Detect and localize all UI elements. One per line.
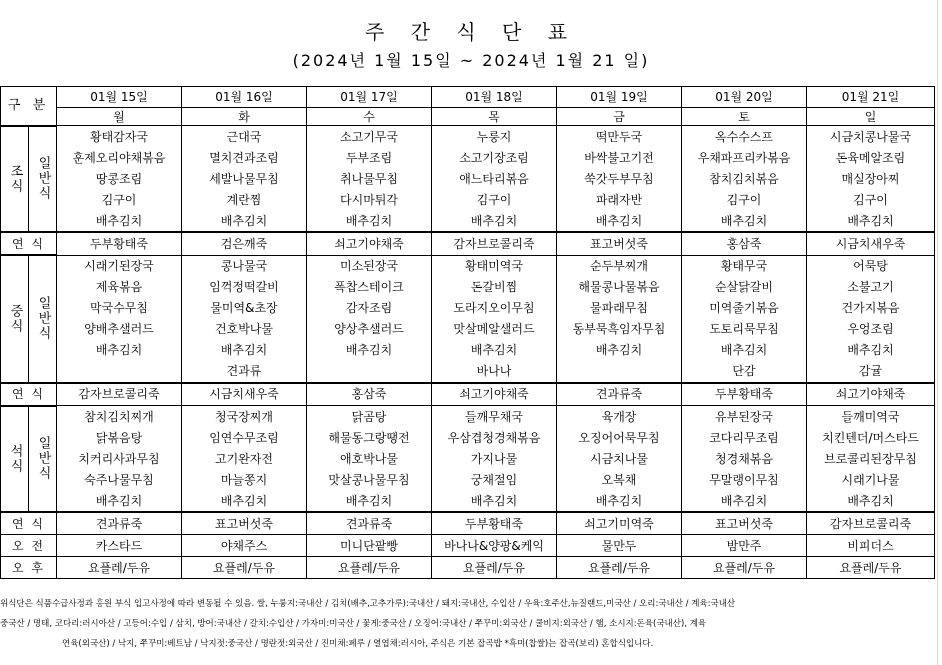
day-header: 월 — [57, 108, 182, 126]
day-header: 목 — [432, 108, 557, 126]
menu-cell: 어묵탕 — [807, 255, 935, 277]
menu-cell: 소고기무국 — [307, 126, 432, 148]
menu-cell: 요플레/두유 — [682, 557, 807, 579]
menu-cell: 파래자반 — [557, 189, 682, 210]
menu-cell: 배추김치 — [57, 490, 182, 512]
menu-cell: 오징어어묵무침 — [557, 427, 682, 448]
menu-cell: 무말랭이무침 — [682, 469, 807, 490]
menu-cell: 두부황태죽 — [57, 232, 182, 255]
menu-cell: 청경채볶음 — [682, 448, 807, 469]
menu-cell: 돈갈비찜 — [432, 277, 557, 298]
menu-cell: 황태감자국 — [57, 126, 182, 148]
menu-cell: 배추김치 — [432, 340, 557, 361]
menu-cell: 막국수무침 — [57, 298, 182, 319]
menu-cell: 감자브로콜리죽 — [432, 232, 557, 255]
menu-cell: 홍삼죽 — [307, 383, 432, 406]
menu-cell: 닭볶음탕 — [57, 427, 182, 448]
menu-cell: 견과류죽 — [57, 512, 182, 535]
date-header: 01월 18일 — [432, 87, 557, 108]
menu-cell: 배추김치 — [182, 340, 307, 361]
menu-cell: 요플레/두유 — [307, 557, 432, 579]
breakfast-label: 조식 — [1, 126, 29, 233]
menu-cell: 배추김치 — [307, 340, 432, 361]
menu-cell: 건가지볶음 — [807, 298, 935, 319]
menu-cell: 옥수수스프 — [682, 126, 807, 148]
pm-snack-label: 오 후 — [1, 557, 57, 579]
menu-cell: 두부조림 — [307, 147, 432, 168]
breakfast-soft-label: 연 식 — [1, 232, 57, 255]
menu-cell: 땅콩조림 — [57, 168, 182, 189]
menu-cell — [57, 361, 182, 383]
menu-cell: 오복채 — [557, 469, 682, 490]
menu-cell: 검은깨죽 — [182, 232, 307, 255]
menu-cell: 요플레/두유 — [807, 557, 935, 579]
day-header: 일 — [807, 108, 935, 126]
date-header: 01월 19일 — [557, 87, 682, 108]
menu-cell: 양배추샐러드 — [57, 319, 182, 340]
menu-cell: 요플레/두유 — [182, 557, 307, 579]
day-header: 토 — [682, 108, 807, 126]
origin-footnote — [0, 594, 942, 654]
menu-cell: 미소된장국 — [307, 255, 432, 277]
footnote-line: 중국산 / 명태, 코다리:러시아산 / 고등어:수입 / 삼치, 방어:국내산 / 갈치:수입산 / 가자미:미국산 / 꽃게:중국산 / 오징어:국내산 / 쭈꾸미:외국산 / 쿨비지:외국산 / 햄, 소시지:돈육(국내산), 계육 — [0, 619, 707, 629]
menu-cell: 배추김치 — [307, 490, 432, 512]
menu-cell: 브로콜리된장무침 — [807, 448, 935, 469]
menu-cell: 요플레/두유 — [432, 557, 557, 579]
menu-cell: 애느타리볶음 — [432, 168, 557, 189]
menu-cell: 돈육메알조림 — [807, 147, 935, 168]
page-title: 주 간 식 단 표 — [364, 20, 578, 44]
menu-cell: 바나나&양팡&케익 — [432, 535, 557, 557]
menu-cell: 황태무국 — [682, 255, 807, 277]
menu-cell: 쇠고기야채죽 — [807, 383, 935, 406]
menu-cell: 요플레/두유 — [57, 557, 182, 579]
menu-cell: 감자브로콜리죽 — [57, 383, 182, 406]
category-header: 구 분 — [1, 87, 57, 126]
date-header: 01월 21일 — [807, 87, 935, 108]
menu-cell: 훈제오리야채볶음 — [57, 147, 182, 168]
menu-cell: 쑥갓두부무침 — [557, 168, 682, 189]
dinner-label: 석식 — [1, 406, 29, 513]
menu-cell: 물미역&초장 — [182, 298, 307, 319]
menu-cell: 청국장찌개 — [182, 406, 307, 428]
menu-cell: 밤만주 — [682, 535, 807, 557]
menu-cell: 시금치콩나물국 — [807, 126, 935, 148]
grid-line — [937, 0, 938, 665]
footnote-line: 위식단은 식품수급사정과 홍원 부식 입고사정에 따라 변동될 수 있음. 쌀, 누룽지:국내산 / 김치(배추,고추가루):국내산 / 돼지:국내산, 수입산 / 우육:호주산,뉴질랜드,미국산 / 오리:국내산 / 계육:국내산 — [0, 599, 736, 609]
day-header: 수 — [307, 108, 432, 126]
menu-cell: 시금치새우죽 — [182, 383, 307, 406]
menu-cell: 비피더스 — [807, 535, 935, 557]
menu-cell: 순두부찌개 — [557, 255, 682, 277]
menu-cell: 취나물무침 — [307, 168, 432, 189]
menu-cell: 배추김치 — [557, 340, 682, 361]
dinner-type-label: 일반식 — [29, 406, 57, 513]
menu-cell: 배추김치 — [807, 210, 935, 232]
menu-cell: 표고버섯죽 — [682, 512, 807, 535]
menu-cell: 우삼겹청경채볶음 — [432, 427, 557, 448]
menu-cell: 표고버섯죽 — [557, 232, 682, 255]
menu-cell: 시래기된장국 — [57, 255, 182, 277]
menu-cell: 육개장 — [557, 406, 682, 428]
menu-cell: 배추김치 — [57, 210, 182, 232]
menu-cell: 가지나물 — [432, 448, 557, 469]
menu-cell: 해물콩나물볶음 — [557, 277, 682, 298]
menu-cell: 배추김치 — [557, 490, 682, 512]
menu-cell: 근대국 — [182, 126, 307, 148]
menu-cell: 제육볶음 — [57, 277, 182, 298]
menu-cell: 김구이 — [682, 189, 807, 210]
menu-cell: 양상추샐러드 — [307, 319, 432, 340]
menu-cell: 배추김치 — [557, 210, 682, 232]
menu-cell: 홍삼죽 — [682, 232, 807, 255]
menu-cell: 숙주나물무침 — [57, 469, 182, 490]
menu-cell: 단감 — [682, 361, 807, 383]
menu-cell: 매실장아찌 — [807, 168, 935, 189]
menu-cell: 감귤 — [807, 361, 935, 383]
menu-cell: 배추김치 — [432, 490, 557, 512]
menu-cell: 견과류죽 — [307, 512, 432, 535]
menu-cell: 쇠고기야채죽 — [432, 383, 557, 406]
menu-cell: 들깨무채국 — [432, 406, 557, 428]
lunch-label: 중식 — [1, 255, 29, 383]
menu-cell: 표고버섯죽 — [182, 512, 307, 535]
menu-cell: 김구이 — [807, 189, 935, 210]
title-area — [0, 0, 942, 85]
menu-cell: 배추김치 — [682, 210, 807, 232]
menu-cell: 동부묵흑임자무침 — [557, 319, 682, 340]
menu-cell: 멸치견과조림 — [182, 147, 307, 168]
menu-cell: 애호박나물 — [307, 448, 432, 469]
menu-cell: 소고기장조림 — [432, 147, 557, 168]
menu-cell — [307, 361, 432, 383]
menu-cell: 도라지오이무침 — [432, 298, 557, 319]
menu-cell: 코다리무조림 — [682, 427, 807, 448]
date-header: 01월 17일 — [307, 87, 432, 108]
menu-cell: 미역줄기볶음 — [682, 298, 807, 319]
menu-cell: 마늘쫑지 — [182, 469, 307, 490]
date-header: 01월 15일 — [57, 87, 182, 108]
menu-cell: 두부황태죽 — [432, 512, 557, 535]
menu-cell: 감자조림 — [307, 298, 432, 319]
menu-cell: 참치김치볶음 — [682, 168, 807, 189]
menu-cell: 배추김치 — [57, 340, 182, 361]
date-header: 01월 20일 — [682, 87, 807, 108]
lunch-soft-label: 연 식 — [1, 383, 57, 406]
footnote-line: 연육(외국산) / 낙지, 쭈꾸미:베트남 / 낙지젓:중국산 / 명란젓:외국산 / 진미채:페루 / 열엽채:러시아, 주식은 기본 잡곡밥 *흑미(찹쌀)는 잡곡(보리) 혼합식입니다. — [62, 639, 654, 649]
menu-cell: 김구이 — [57, 189, 182, 210]
menu-cell: 물파래무침 — [557, 298, 682, 319]
menu-cell: 세발나물무침 — [182, 168, 307, 189]
menu-cell: 카스타드 — [57, 535, 182, 557]
menu-cell: 요플레/두유 — [557, 557, 682, 579]
menu-cell: 배추김치 — [307, 210, 432, 232]
lunch-type-label: 일반식 — [29, 255, 57, 383]
menu-cell: 치커리사과무침 — [57, 448, 182, 469]
menu-cell: 두부황태죽 — [682, 383, 807, 406]
date-range-subtitle: (2024년 1월 15일 ~ 2024년 1월 21 일) — [292, 51, 650, 70]
menu-cell: 배추김치 — [682, 340, 807, 361]
am-snack-label: 오 전 — [1, 535, 57, 557]
menu-cell: 배추김치 — [182, 210, 307, 232]
date-header: 01월 16일 — [182, 87, 307, 108]
menu-cell: 소불고기 — [807, 277, 935, 298]
menu-cell: 물만두 — [557, 535, 682, 557]
menu-cell: 견과류 — [182, 361, 307, 383]
menu-cell: 도토리묵무침 — [682, 319, 807, 340]
menu-cell: 떡만두국 — [557, 126, 682, 148]
menu-cell: 시금치새우죽 — [807, 232, 935, 255]
menu-cell: 야채주스 — [182, 535, 307, 557]
menu-cell: 시금치나물 — [557, 448, 682, 469]
menu-cell: 다시마튀각 — [307, 189, 432, 210]
menu-cell: 고기완자전 — [182, 448, 307, 469]
menu-cell: 배추김치 — [807, 340, 935, 361]
menu-cell: 미니단팥빵 — [307, 535, 432, 557]
menu-cell: 궁채절임 — [432, 469, 557, 490]
menu-cell: 배추김치 — [432, 210, 557, 232]
menu-cell: 콩나물국 — [182, 255, 307, 277]
menu-cell: 계란찜 — [182, 189, 307, 210]
menu-cell: 배추김치 — [182, 490, 307, 512]
menu-cell: 시래기나물 — [807, 469, 935, 490]
weekly-menu-table — [0, 86, 935, 579]
day-header: 금 — [557, 108, 682, 126]
day-header: 화 — [182, 108, 307, 126]
menu-cell: 임연수무조림 — [182, 427, 307, 448]
menu-cell: 참치김치찌개 — [57, 406, 182, 428]
menu-cell: 김구이 — [432, 189, 557, 210]
menu-cell: 배추김치 — [807, 490, 935, 512]
menu-cell: 순살닭갈비 — [682, 277, 807, 298]
menu-cell: 치킨텐더/머스타드 — [807, 427, 935, 448]
menu-cell: 맛살메알샐러드 — [432, 319, 557, 340]
menu-cell: 건호박나물 — [182, 319, 307, 340]
menu-cell: 누룽지 — [432, 126, 557, 148]
menu-cell: 유부된장국 — [682, 406, 807, 428]
menu-cell: 우엉조림 — [807, 319, 935, 340]
menu-cell: 견과류죽 — [557, 383, 682, 406]
menu-cell: 바싹불고기전 — [557, 147, 682, 168]
menu-cell: 해물동그랑땡전 — [307, 427, 432, 448]
dinner-soft-label: 연 식 — [1, 512, 57, 535]
menu-cell: 배추김치 — [682, 490, 807, 512]
menu-cell: 닭곰탕 — [307, 406, 432, 428]
menu-cell: 들깨미역국 — [807, 406, 935, 428]
menu-cell: 감자브로콜리죽 — [807, 512, 935, 535]
menu-cell: 쇠고기야채죽 — [307, 232, 432, 255]
menu-cell: 임꺽정떡갈비 — [182, 277, 307, 298]
menu-cell: 쇠고기미역죽 — [557, 512, 682, 535]
menu-cell: 황태미역국 — [432, 255, 557, 277]
menu-cell: 바나나 — [432, 361, 557, 383]
menu-cell — [557, 361, 682, 383]
menu-cell: 폭찹스테이크 — [307, 277, 432, 298]
menu-cell: 맛살콩나물무침 — [307, 469, 432, 490]
breakfast-type-label: 일반식 — [29, 126, 57, 233]
menu-cell: 우채파프리카볶음 — [682, 147, 807, 168]
